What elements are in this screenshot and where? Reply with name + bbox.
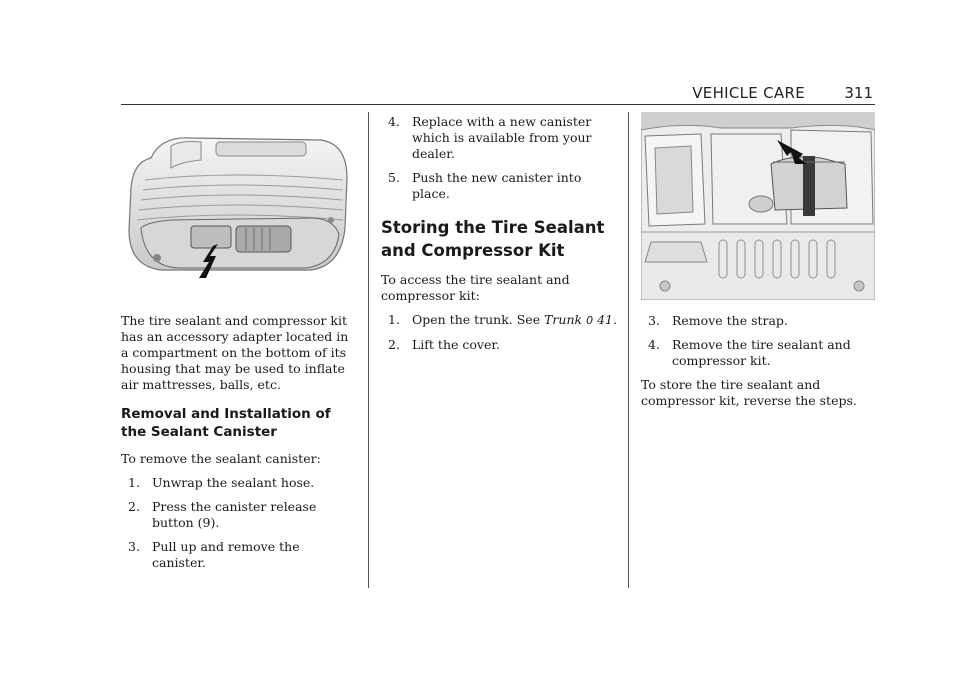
outro-paragraph: To store the tire sealant and compressor kit, reverse the steps. — [641, 377, 857, 408]
list-item: 2. Press the canister release button (9). — [128, 499, 317, 530]
page-header — [121, 84, 875, 105]
list-item: 1. Unwrap the sealant hose. — [128, 475, 315, 490]
list-item: 4. Remove the tire sealant and compressor kit. — [648, 337, 851, 368]
step-list — [381, 312, 617, 353]
list-item: 2. Lift the cover. — [388, 337, 500, 352]
column-3 — [641, 313, 875, 417]
step-list — [121, 475, 351, 571]
lead-paragraph: To access the tire sealant and compressor kit: — [381, 272, 570, 303]
step-list — [381, 114, 617, 202]
step-list — [641, 313, 875, 369]
list-item: 4. Replace with a new canister which is available from your dealer. — [388, 114, 592, 161]
section-heading-canister: Removal and Installation of the Sealant Canister — [121, 406, 331, 440]
column-divider-2 — [628, 112, 629, 588]
list-item: 5. Push the new canister into place. — [388, 170, 582, 201]
column-divider-1 — [368, 112, 369, 588]
trunk-compartment-illustration — [641, 112, 875, 300]
section-title: VEHICLE CARE — [692, 84, 805, 102]
lead-paragraph: To remove the sealant canister: — [121, 451, 321, 466]
list-item: 3. Pull up and remove the canister. — [128, 539, 300, 570]
page-number: 311 — [844, 84, 873, 102]
trunk-link[interactable]: Trunk 0 41 — [544, 312, 613, 327]
page-ref-icon: 0 — [586, 314, 594, 327]
section-heading-storing: Storing the Tire Sealant and Compressor Kit — [381, 218, 605, 260]
list-item: 1. Open the trunk. See Trunk 0 41. — [388, 312, 617, 327]
intro-paragraph: The tire sealant and compressor kit has an accessory adapter located in a compartment on the bottom of its housing that may be used to inflate air mattresses, balls, etc. — [121, 313, 349, 392]
column-2 — [381, 114, 617, 361]
list-item: 3. Remove the strap. — [648, 313, 788, 328]
column-1 — [121, 313, 351, 579]
compressor-kit-illustration — [121, 118, 357, 283]
